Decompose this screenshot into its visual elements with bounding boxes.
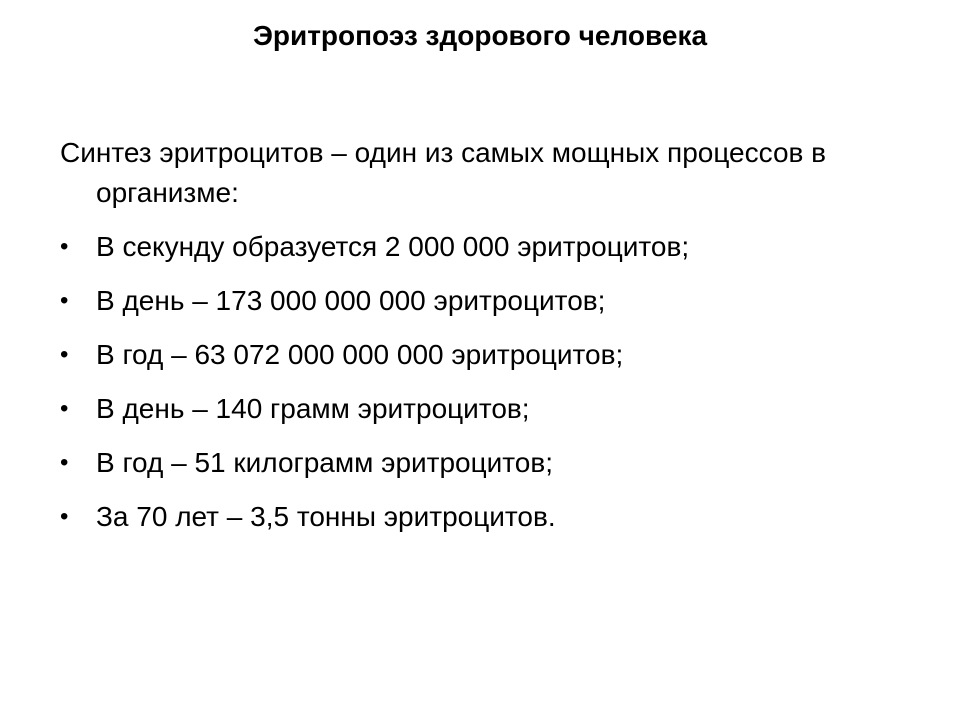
bullet-icon: • xyxy=(60,341,69,368)
bullet-item xyxy=(60,281,920,321)
bullet-icon: • xyxy=(60,395,69,422)
bullet-text: В день – 140 грамм эритроцитов; xyxy=(96,393,530,424)
slide-body xyxy=(60,133,920,551)
bullet-icon: • xyxy=(60,449,69,476)
bullet-item xyxy=(60,335,920,375)
bullet-text: В секунду образуется 2 000 000 эритроцитов; xyxy=(96,231,690,262)
bullet-text: За 70 лет – 3,5 тонны эритроцитов. xyxy=(96,501,556,532)
bullet-icon: • xyxy=(60,233,69,260)
bullet-item xyxy=(60,227,920,267)
slide-title: Эритропоэз здорового человека xyxy=(252,20,708,51)
bullet-text: В день – 173 000 000 000 эритроцитов; xyxy=(96,285,606,316)
bullet-text: В год – 63 072 000 000 000 эритроцитов; xyxy=(96,339,624,370)
bullet-list xyxy=(60,227,920,537)
bullet-text: В год – 51 килограмм эритроцитов; xyxy=(96,447,554,478)
intro-text: Синтез эритроцитов – один из самых мощных процессов в организме: xyxy=(60,137,827,208)
bullet-item xyxy=(60,389,920,429)
bullet-icon: • xyxy=(60,503,69,530)
bullet-icon: • xyxy=(60,287,69,314)
bullet-item xyxy=(60,497,920,537)
bullet-item xyxy=(60,443,920,483)
